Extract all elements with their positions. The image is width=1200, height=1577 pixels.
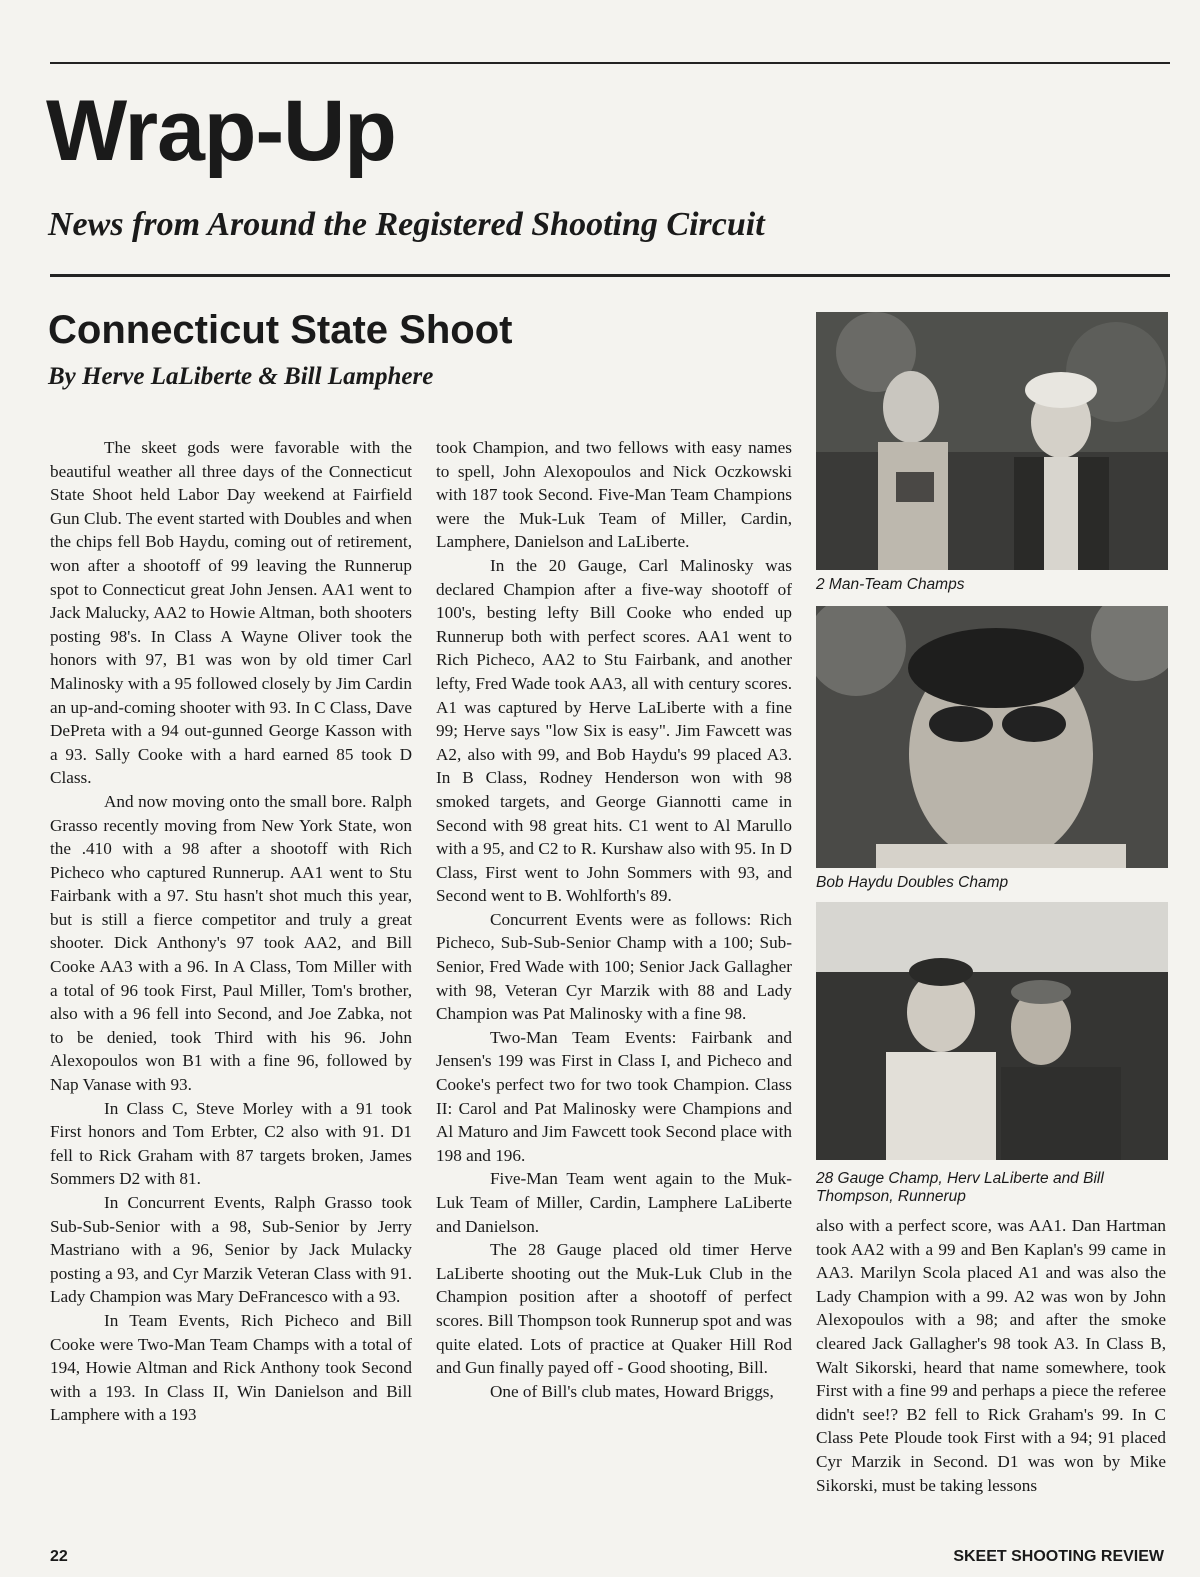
photo-doubles-champ [816, 606, 1168, 868]
paragraph: One of Bill's club mates, Howard Briggs, [490, 1381, 774, 1401]
paragraph: Concurrent Events were as follows: Rich Picheco, Sub-Sub-Senior Champ with a 100; Sub-Senior, Fred Wade with 100; Senior Jack Gallagher with 98, Veteran Cyr Marzik with 88 and Lady Champion was Pat Malinosky with a fine 98. [436, 909, 792, 1024]
photo-28-gauge-champ [816, 902, 1168, 1160]
article-title: Connecticut State Shoot [48, 308, 513, 352]
paragraph: In Team Events, Rich Picheco and Bill Cooke were Two-Man Team Champs with a total of 194, Howie Altman and Rick Anthony took Second with a 193. In Class II, Win Danielson and Bill Lamphere with a 193 [50, 1310, 412, 1425]
paragraph: also with a perfect score, was AA1. Dan Hartman took AA2 with a 99 and Ben Kaplan's 99 came in AA3. Marilyn Scola placed A1 and was also the Lady Champion with a 99. A2 was won by John Alexopoulos with a 98; and after the smoke cleared Jack Gallagher's 98 took A3. In Class B, Walt Sikorski, heard that name somewhere, took First with a fine 99 and perhaps a piece the referee didn't see!? B2 fell to Rick Graham's 99. In C Class Pete Ploude took First with a 94; 91 placed Cyr Marzik in Second. D1 was won by Mike Sikorski, must be taking lessons [816, 1216, 1166, 1495]
article-column-1 [50, 436, 412, 1427]
paragraph: In Concurrent Events, Ralph Grasso took Sub-Sub-Senior with a 98, Sub-Senior by Jerry Mastriano with a 96, Senior by Jack Mulacky posting a 93, and Cyr Marzik Veteran Class with 91. Lady Champion was Mary DeFrancesco with a 93. [50, 1193, 412, 1307]
photo-caption: 28 Gauge Champ, Herv LaLiberte and Bill Thompson, Runnerup [816, 1170, 1104, 1205]
paragraph: The 28 Gauge placed old timer Herve LaLiberte shooting out the Muk-Luk Club in the Champion position after a shootoff of perfect scores. Bill Thompson took Runnerup spot and was quite elated. Lots of practice at Quaker Hill Rod and Gun finally payed off - Good shooting, Bill. [436, 1240, 792, 1378]
page-number: 22 [50, 1548, 68, 1565]
photo-caption: Bob Haydu Doubles Champ [816, 874, 1009, 891]
section-subtitle: News from Around the Registered Shooting Circuit [48, 206, 765, 243]
paragraph: Five-Man Team went again to the Muk-Luk Team of Miller, Cardin, Lamphere LaLiberte and Danielson. [436, 1169, 792, 1236]
section-title: Wrap-Up [46, 83, 396, 179]
paragraph: The skeet gods were favorable with the beautiful weather all three days of the Connecticut State Shoot held Labor Day weekend at Fairfield Gun Club. The event started with Doubles and when the chips fell Bob Haydu, coming out of retirement, won after a shootoff of 99 leaving the Runnerup spot to Connecticut great John Jensen. AA1 went to Jack Malucky, AA2 to Howie Altman, both shooters posting 98's. In Class A Wayne Oliver took the honors with 97, B1 was won by old timer Carl Malinosky with a 95 followed closely by Jim Cardin an up-and-coming shooter with 93. In C Class, Dave DePreta with a 94 out-gunned George Kasson with a 93. Sally Cooke with a hard earned 85 took D Class. [50, 438, 412, 788]
header-rule [50, 274, 1170, 277]
article-column-2 [436, 436, 792, 1403]
article-byline: By Herve LaLiberte & Bill Lamphere [48, 363, 434, 390]
paragraph: Two-Man Team Events: Fairbank and Jensen's 199 was First in Class I, and Picheco and Cooke's perfect two for two took Champion. Class II: Carol and Pat Malinosky were Champions and Al Maturo and Jim Fawcett took Second place with 198 and 196. [436, 1027, 792, 1165]
paragraph: took Champion, and two fellows with easy names to spell, John Alexopoulos and Nick Oczkowski with 187 took Second. Five-Man Team Champions were the Muk-Luk Team of Miller, Cardin, Lamphere, Danielson and LaLiberte. [436, 438, 792, 552]
paragraph: And now moving onto the small bore. Ralph Grasso recently moving from New York State, won the .410 with a 98 after a shootoff with Rich Picheco who captured Runnerup. AA1 went to Stu Fairbank with a 97. Stu hasn't shot much this year, but is still a fierce competitor and truly a great shooter. Dick Anthony's 97 took AA2, and Bill Cooke AA3 with a 96. In A Class, Tom Miller with a total of 96 took First, Paul Miller, Tom's brother, also with a 96 fell into Second, and Joe Zabka, not to be denied, took Third with his 96. John Alexopoulos won B1 with a fine 96, followed by Nap Vanase with 93. [50, 791, 412, 1095]
photo-caption: 2 Man-Team Champs [816, 576, 965, 593]
paragraph: In Class C, Steve Morley with a 91 took First honors and Tom Erbter, C2 also with 91. D1 fell to Rick Graham with 87 targets broken, James Sommers D2 with 81. [50, 1098, 412, 1189]
magazine-name: SKEET SHOOTING REVIEW [953, 1548, 1164, 1565]
photo-two-man-team [816, 312, 1168, 570]
article-column-3 [816, 1214, 1166, 1497]
top-rule [50, 62, 1170, 64]
paragraph: In the 20 Gauge, Carl Malinosky was declared Champion after a five-way shootoff of 100's, besting lefty Bill Cooke who ended up Runnerup both with perfect scores. AA1 went to Rich Picheco, AA2 to Stu Fairbank, and another lefty, Fred Wade took AA3, all with century scores. A1 was captured by Herve LaLiberte with a fine 99; Herve says "low Six is easy". Jim Fawcett was A2, also with 99, and Bob Haydu's 99 placed A3. In B Class, Rodney Henderson won with 98 smoked targets, and George Giannotti came in Second with 98 great hits. C1 went to Al Marullo with a 95, and C2 to R. Kurshaw also with 95. In D Class, First went to John Sommers with 93, and Second went to B. Wohlforth's 89. [436, 555, 792, 906]
